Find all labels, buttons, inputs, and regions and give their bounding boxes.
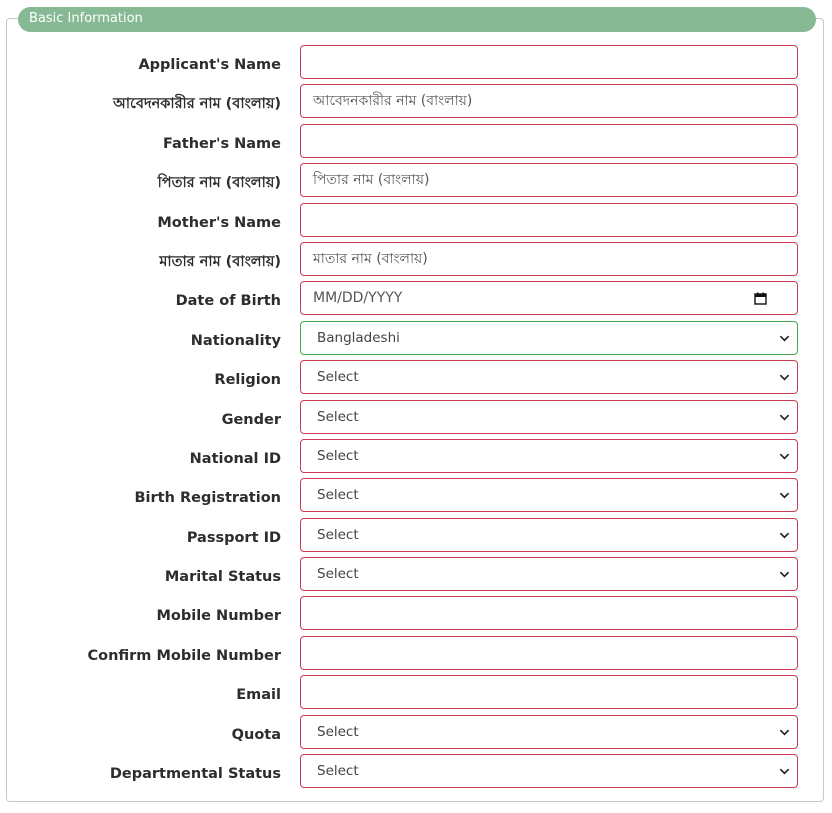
form-row-applicant-name	[0, 45, 832, 84]
confirm-mobile-number-label: Confirm Mobile Number	[87, 647, 281, 664]
nationality-selected-value: Bangladeshi	[317, 329, 400, 346]
calendar-icon[interactable]	[754, 292, 767, 305]
gender-label: Gender	[221, 411, 281, 428]
quota-select[interactable]	[300, 715, 798, 749]
mother-name-bn-label: মাতার নাম (বাংলায়)	[159, 253, 281, 270]
basic-information-form	[0, 45, 832, 793]
mother-name-bn-placeholder: মাতার নাম (বাংলায়)	[313, 250, 428, 267]
nationality-label: Nationality	[190, 332, 281, 349]
nationality-select[interactable]	[300, 321, 798, 355]
gender-select[interactable]	[300, 400, 798, 434]
departmental-status-select[interactable]	[300, 754, 798, 788]
religion-selected-value: Select	[317, 369, 359, 386]
passport-id-selected-value: Select	[317, 526, 359, 543]
form-row-father-name	[0, 124, 832, 163]
father-name-label: Father's Name	[162, 135, 281, 152]
father-name-bn-input[interactable]	[300, 163, 798, 197]
applicant-name-input[interactable]	[300, 45, 798, 79]
form-row-nationality	[0, 321, 832, 360]
gender-selected-value: Select	[317, 408, 359, 425]
quota-selected-value: Select	[317, 723, 359, 740]
departmental-status-selected-value: Select	[317, 763, 359, 780]
form-row-national-id	[0, 439, 832, 478]
form-row-passport-id	[0, 518, 832, 557]
form-row-date-of-birth	[0, 281, 832, 320]
mother-name-label: Mother's Name	[157, 214, 281, 231]
chevron-down-icon	[779, 333, 790, 344]
applicant-name-label: Applicant's Name	[138, 57, 281, 73]
father-name-bn-placeholder: পিতার নাম (বাংলায়)	[313, 172, 430, 189]
chevron-down-icon	[779, 412, 790, 423]
mother-name-bn-input[interactable]	[300, 242, 798, 276]
chevron-down-icon	[779, 372, 790, 383]
form-row-confirm-mobile-number	[0, 636, 832, 675]
confirm-mobile-number-input[interactable]	[300, 636, 798, 670]
chevron-down-icon	[779, 766, 790, 777]
marital-status-select[interactable]	[300, 557, 798, 591]
applicant-name-bn-placeholder: আবেদনকারীর নাম (বাংলায়)	[313, 93, 473, 110]
form-row-quota	[0, 715, 832, 754]
passport-id-select[interactable]	[300, 518, 798, 552]
form-row-applicant-name-bn	[0, 84, 832, 123]
form-row-mother-name-bn	[0, 242, 832, 281]
father-name-bn-label: পিতার নাম (বাংলায়)	[157, 175, 281, 192]
form-row-mobile-number	[0, 596, 832, 635]
form-row-mother-name	[0, 203, 832, 242]
form-row-email	[0, 675, 832, 714]
national-id-label: National ID	[189, 450, 281, 467]
applicant-name-bn-input[interactable]	[300, 84, 798, 118]
chevron-down-icon	[779, 727, 790, 738]
religion-label: Religion	[214, 372, 281, 389]
mobile-number-label: Mobile Number	[156, 608, 281, 625]
date-of-birth-placeholder: MM/DD/YYYY	[313, 290, 403, 307]
chevron-down-icon	[779, 451, 790, 462]
form-row-gender	[0, 400, 832, 439]
quota-label: Quota	[231, 726, 281, 743]
birth-registration-label: Birth Registration	[134, 490, 281, 507]
date-of-birth-label: Date of Birth	[175, 293, 281, 310]
marital-status-selected-value: Select	[317, 566, 359, 583]
mother-name-input[interactable]	[300, 203, 798, 237]
birth-registration-select[interactable]	[300, 478, 798, 512]
birth-registration-selected-value: Select	[317, 487, 359, 504]
passport-id-label: Passport ID	[186, 529, 281, 546]
chevron-down-icon	[779, 530, 790, 541]
departmental-status-label: Departmental Status	[109, 766, 281, 783]
form-row-marital-status	[0, 557, 832, 596]
religion-select[interactable]	[300, 360, 798, 394]
national-id-select[interactable]	[300, 439, 798, 473]
section-legend: Basic Information	[18, 7, 816, 32]
applicant-name-bn-label: আবেদনকারীর নাম (বাংলায়)	[113, 96, 281, 113]
form-row-birth-registration	[0, 478, 832, 517]
form-row-father-name-bn	[0, 163, 832, 202]
chevron-down-icon	[779, 569, 790, 580]
marital-status-label: Marital Status	[164, 569, 281, 586]
date-of-birth-input[interactable]	[300, 281, 798, 315]
email-input[interactable]	[300, 675, 798, 709]
mobile-number-input[interactable]	[300, 596, 798, 630]
father-name-input[interactable]	[300, 124, 798, 158]
chevron-down-icon	[779, 490, 790, 501]
email-label: Email	[236, 687, 281, 704]
form-row-religion	[0, 360, 832, 399]
national-id-selected-value: Select	[317, 447, 359, 464]
form-row-departmental-status	[0, 754, 832, 793]
